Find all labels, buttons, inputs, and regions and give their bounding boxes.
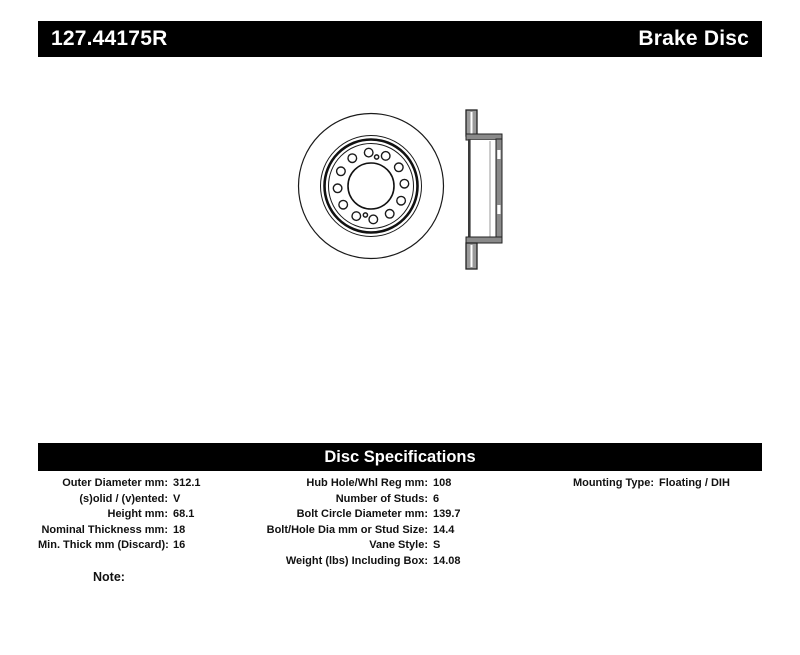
spec-value: 139.7 [433, 508, 461, 520]
spec-row [38, 538, 201, 554]
spec-label: Mounting Type: [572, 477, 654, 489]
brake-disc-cross-section-icon [466, 110, 502, 269]
spec-row [240, 476, 461, 492]
spec-label: Min. Thick mm (Discard): [38, 539, 169, 551]
spec-value: 108 [433, 477, 452, 489]
spec-value: S [433, 539, 441, 551]
spec-label: Weight (lbs) Including Box: [285, 554, 428, 567]
brake-disc-front-view-icon [299, 114, 444, 259]
spec-label: Height mm: [107, 508, 168, 520]
spec-row [38, 507, 201, 523]
spec-value: 18 [173, 523, 186, 536]
spec-label: Vane Style: [369, 539, 428, 551]
spec-label: Outer Diameter mm: [62, 477, 168, 489]
spec-label: Number of Studs: [335, 492, 428, 505]
spec-row [240, 507, 461, 523]
spec-label: Bolt Circle Diameter mm: [296, 508, 428, 520]
spec-row [240, 554, 461, 570]
spec-value: V [173, 492, 181, 505]
product-name: Brake Disc [638, 27, 749, 50]
spec-row [38, 523, 201, 539]
spec-value: 6 [433, 492, 440, 505]
spec-value: 16 [173, 539, 186, 551]
note-label: Note: [93, 570, 125, 584]
spec-label: (s)olid / (v)ented: [79, 492, 168, 505]
spec-value: 68.1 [173, 508, 195, 520]
spec-row [240, 538, 461, 554]
spec-value: 312.1 [173, 477, 201, 489]
spec-value: 14.08 [433, 554, 461, 567]
bolt-holes [333, 148, 408, 223]
spec-row [240, 492, 461, 508]
spec-title: Disc Specifications [324, 447, 476, 466]
spec-row [530, 476, 730, 492]
spec-row [38, 492, 201, 508]
spec-row [38, 476, 201, 492]
spec-row [240, 523, 461, 539]
spec-label: Nominal Thickness mm: [41, 523, 168, 536]
spec-value: Floating / DIH [659, 477, 730, 489]
spec-column-middle [240, 476, 461, 569]
part-number: 127.44175R [51, 27, 168, 50]
spec-label: Bolt/Hole Dia mm or Stud Size: [266, 523, 428, 536]
spec-column-right [530, 476, 730, 492]
spec-column-left [38, 476, 201, 554]
spec-label: Hub Hole/Whl Reg mm: [306, 477, 428, 489]
spec-title-bar [38, 443, 762, 471]
spec-value: 14.4 [433, 523, 455, 536]
